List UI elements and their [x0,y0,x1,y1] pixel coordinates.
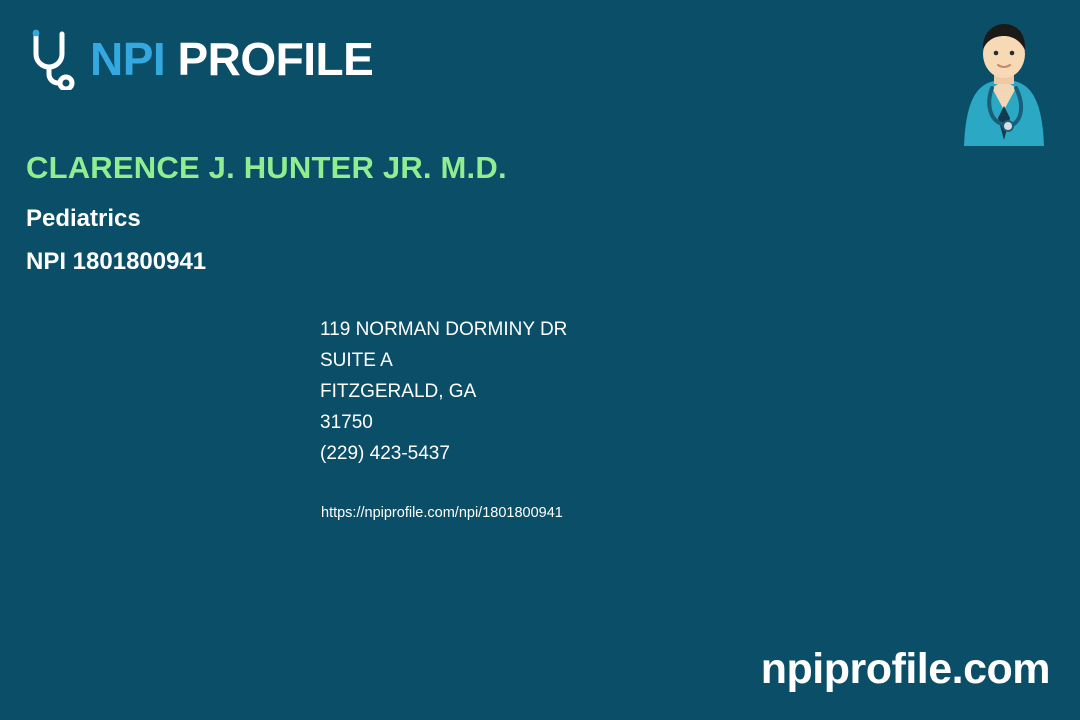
address-line-phone: (229) 423-5437 [320,443,450,464]
provider-name: CLARENCE J. HUNTER JR. M.D. [26,150,507,185]
profile-url-link[interactable]: https://npiprofile.com/npi/1801800941 [321,505,563,521]
address-line-zip: 31750 [320,412,373,433]
provider-address [320,314,567,469]
brand-wordmark [90,33,374,85]
address-line-suite: SUITE A [320,350,393,371]
address-line-street: 119 NORMAN DORMINY DR [320,319,568,340]
address-line-city-state: FITZGERALD, GA [320,381,477,402]
footer-site-label: npiprofile.com [760,645,1050,693]
brand-wordmark-profile: PROFILE [165,33,374,85]
stethoscope-icon [26,28,80,90]
brand-wordmark-npi: NPI [90,33,166,85]
brand-header [26,28,373,90]
provider-npi-number: NPI 1801800941 [26,248,207,275]
provider-specialty: Pediatrics [26,205,141,232]
